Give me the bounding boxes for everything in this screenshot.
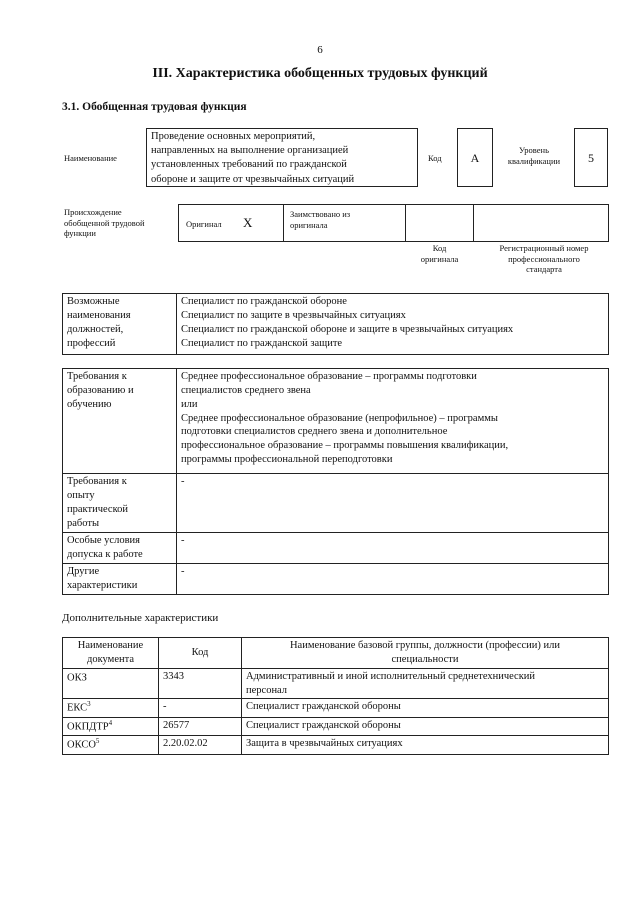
header-name [242,638,609,669]
row-name [242,668,609,699]
requirement-label-line: характеристики [67,579,138,591]
positions-table [62,293,609,355]
requirement-value [177,533,609,564]
row-name-line: Административный и иной исполнительный среднетехнический [246,670,536,682]
function-name-line: Проведение основных мероприятий, [151,131,316,142]
function-name-line: установленных требований по гражданской [151,159,347,171]
row-doc-footnote: 3 [87,700,91,709]
requirement-label [63,533,177,564]
code-label: Код [428,153,442,163]
requirements-table [62,368,609,595]
row-doc [63,717,159,735]
origin-label-line: обобщенной трудовой [64,217,145,228]
requirement-value [177,369,609,474]
level-label-line: квалификации [507,155,561,166]
requirement-row [63,533,609,564]
reg-number-caption-line: профессионального [508,253,580,264]
code-value: А [457,128,493,187]
requirement-label-line: допуска к работе [67,548,143,560]
header-doc-line: документа [87,653,134,665]
level-value: 5 [574,128,608,187]
row-name [242,717,609,735]
code-original-caption [405,243,474,264]
table-row [63,736,609,754]
requirement-value [177,474,609,533]
origin-label [64,207,145,239]
position-item: Специалист по гражданской обороне [181,296,347,307]
requirement-value-line: Среднее профессиональное образование (непрофильное) – программы [181,412,498,424]
row-name-line: Защита в чрезвычайных ситуациях [246,738,403,750]
original-label: Оригинал [186,219,222,229]
table-row [63,717,609,735]
header-name-line: специальности [391,653,459,665]
original-mark: Х [243,215,253,230]
requirement-value [177,564,609,595]
section-title: III. Характеристика обобщенных трудовых функций [152,66,488,81]
requirement-value-line: Среднее профессиональное образование – программы подготовки [181,371,477,382]
row-name-line: персонал [246,684,288,696]
row-doc [63,699,159,717]
requirement-value-line: программы профессиональной переподготовки [181,454,393,466]
function-name-line: обороне и защите от чрезвычайных ситуаций [151,173,355,185]
level-label [496,145,572,166]
requirement-label [63,369,177,474]
requirement-label-line: опыту [67,489,95,501]
requirement-row [63,369,609,474]
positions-label [63,294,177,355]
row-name-line: Специалист гражданской обороны [246,719,401,731]
row-name-line: Специалист гражданской обороны [246,701,401,713]
requirement-row [63,564,609,595]
reg-number-cell [473,204,609,242]
requirement-label-line: Другие [67,566,100,577]
row-doc-text: ОКСО [67,739,96,751]
level-label-line: Уровень [519,145,549,155]
reg-number-caption-line: стандарта [526,264,562,275]
row-code: 26577 [159,717,242,735]
original-cell [178,204,284,242]
requirement-label-line: практической [67,503,129,515]
row-name [242,736,609,754]
reg-number-caption-line: Регистрационный номер [499,243,589,253]
additional-header-row [63,638,609,669]
borrowed-line: Заимствовано из [290,209,351,219]
row-doc [63,668,159,699]
subsection-title: 3.1. Обобщенная трудовая функция [62,101,247,113]
header-doc-line: Наименование [77,640,144,651]
row-code: 2.20.02.02 [159,736,242,754]
borrowed-line: оригинала [290,219,328,230]
row-doc [63,736,159,754]
requirement-value-line: подготовки специалистов среднего звена и дополнительное [181,426,448,438]
position-item: Специалист по гражданской защите [181,337,343,349]
code-original-caption-line: оригинала [420,253,459,264]
borrowed-cell [283,204,406,242]
requirement-label-line: работы [67,517,100,529]
additional-title: Дополнительные характеристики [62,612,219,624]
row-doc-text: ОКПДТР [67,721,109,733]
row-code: 3343 [159,668,242,699]
row-doc-footnote: 4 [108,718,113,727]
requirement-value-line: - [181,535,185,546]
header-name-line: Наименование базовой группы, должности (профессии) или [289,640,561,651]
requirement-value-line: специалистов среднего звена [181,384,311,396]
row-name [242,699,609,717]
positions-label-line: должностей, [67,323,124,335]
requirement-label-line: образованию и [67,384,134,396]
table-row [63,668,609,699]
code-original-caption-line: Код [432,243,447,253]
row-doc-text: ОКЗ [67,672,87,684]
header-doc [63,638,159,669]
row-doc-footnote: 5 [95,737,100,746]
reg-number-caption [476,243,612,275]
name-label: Наименование [64,153,117,163]
requirement-label-line: Особые условия [67,535,140,546]
requirement-label-line: Требования к [67,371,127,382]
position-item: Специалист по гражданской обороне и защите в чрезвычайных ситуациях [181,323,514,335]
requirement-label [63,474,177,533]
positions-list [177,294,609,355]
positions-label-line: наименования [67,309,131,321]
requirement-label-line: обучению [67,398,112,410]
row-code: - [159,699,242,717]
origin-label-line: Происхождение [64,207,122,217]
function-name-box [146,128,418,187]
additional-table [62,637,609,755]
requirement-value-line: - [181,476,185,487]
requirement-label-line: Требования к [67,476,127,487]
table-row [63,699,609,717]
row-doc-text: ЕКС [67,702,88,714]
header-code: Код [159,638,242,669]
origin-label-line: функции [64,228,96,239]
function-name-line: направленных на выполнение организацией [151,145,349,157]
position-item: Специалист по защите в чрезвычайных ситуациях [181,309,406,321]
requirement-label [63,564,177,595]
positions-label-line: профессий [67,337,116,349]
requirement-value-line: или [181,398,198,410]
page-number: 6 [317,44,323,56]
requirement-value-line: - [181,566,185,577]
positions-label-line: Возможные [67,296,120,307]
code-original-cell [405,204,474,242]
requirement-row [63,474,609,533]
requirement-value-line: профессиональное образование – программы повышения квалификации, [181,440,509,452]
